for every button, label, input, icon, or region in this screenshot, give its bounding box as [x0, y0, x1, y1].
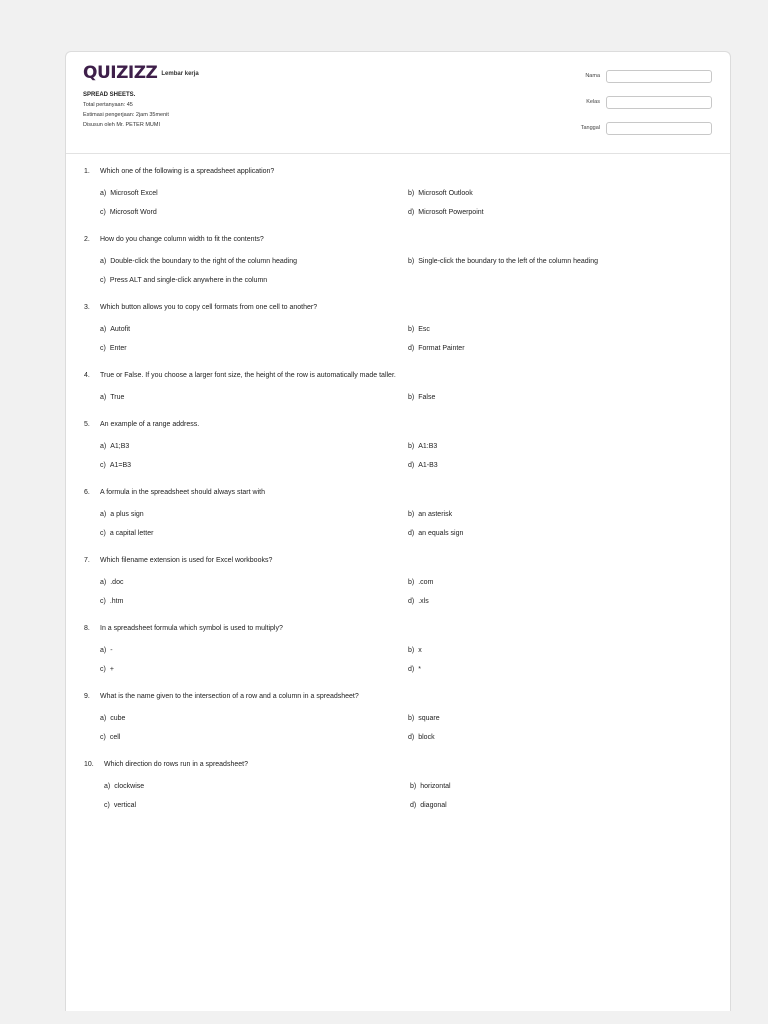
question-prompt: Which direction do rows run in a spreadsheet?	[104, 761, 248, 768]
answer-option	[100, 529, 408, 538]
option-letter: c)	[104, 802, 110, 809]
answer-option	[100, 189, 408, 198]
question-number: 2.	[84, 236, 90, 243]
option-letter: a)	[100, 190, 107, 197]
date-field-row	[581, 120, 712, 136]
option-letter: a)	[100, 443, 107, 450]
question-6	[84, 488, 714, 538]
option-letter: d)	[408, 345, 415, 352]
date-label: Tanggal	[580, 125, 600, 131]
brand	[83, 64, 199, 82]
option-text: +	[109, 666, 114, 673]
question-number: 10.	[84, 761, 94, 768]
option-text: Microsoft Powerpoint	[418, 209, 484, 216]
answer-options	[100, 714, 714, 742]
option-text: A1=B3	[109, 462, 132, 469]
option-letter: a)	[104, 783, 111, 790]
answer-option	[100, 461, 408, 470]
question-list	[84, 167, 714, 828]
total-questions: Total pertanyaan: 45	[83, 102, 133, 108]
question-text	[84, 556, 714, 566]
name-field-row	[581, 68, 712, 84]
question-1	[84, 167, 714, 217]
option-text: cube	[110, 715, 126, 722]
answer-option	[410, 782, 714, 791]
answer-options	[100, 189, 714, 217]
option-text: Format Painter	[418, 345, 465, 352]
question-number: 8.	[84, 625, 90, 632]
option-letter: a)	[100, 715, 107, 722]
answer-option	[100, 665, 408, 674]
question-prompt: A formula in the spreadsheet should always start with	[100, 489, 265, 496]
option-text: A1-B3	[418, 462, 438, 469]
option-letter: b)	[410, 783, 417, 790]
question-text	[84, 420, 714, 430]
answer-option	[104, 801, 410, 810]
option-text: block	[418, 734, 435, 741]
option-letter: d)	[408, 666, 415, 673]
option-letter: c)	[100, 734, 106, 741]
answer-option	[410, 801, 714, 810]
question-number: 1.	[84, 168, 90, 175]
question-text	[84, 760, 714, 770]
answer-option	[100, 646, 408, 655]
option-letter: b)	[408, 579, 415, 586]
question-number: 3.	[84, 304, 90, 311]
option-text: Double-click the boundary to the right of the column heading	[110, 258, 298, 265]
option-letter: b)	[408, 190, 415, 197]
question-7	[84, 556, 714, 606]
option-text: Microsoft Outlook	[418, 190, 473, 197]
option-text: .doc	[110, 579, 124, 586]
answer-option	[408, 442, 730, 451]
question-text	[84, 303, 714, 313]
name-label: Nama	[585, 73, 600, 79]
option-letter: d)	[408, 530, 415, 537]
question-number: 4.	[84, 372, 90, 379]
class-label: Kelas	[586, 99, 600, 105]
option-text: Autofit	[110, 326, 131, 333]
worksheet-title: SPREAD SHEETS.	[83, 92, 136, 98]
option-text: horizontal	[420, 783, 451, 790]
option-text: Single-click the boundary to the left of the column heading	[418, 258, 599, 265]
question-3	[84, 303, 714, 353]
option-text: clockwise	[114, 783, 145, 790]
question-text	[84, 624, 714, 634]
answer-options	[100, 257, 714, 285]
quizizz-logo: QUIZIZZ	[83, 63, 158, 83]
question-10	[84, 760, 714, 810]
question-prompt: How do you change column width to fit the contents?	[100, 236, 264, 243]
question-text	[84, 235, 714, 245]
option-letter: a)	[100, 258, 107, 265]
answer-option	[100, 578, 408, 587]
answer-option	[408, 189, 730, 198]
option-letter: d)	[408, 598, 415, 605]
option-letter: a)	[100, 326, 107, 333]
option-text: Enter	[109, 345, 127, 352]
question-text	[84, 371, 714, 381]
answer-option	[408, 665, 730, 674]
option-letter: b)	[408, 647, 415, 654]
date-field[interactable]	[606, 122, 712, 135]
option-text: Microsoft Excel	[110, 190, 158, 197]
question-number: 6.	[84, 489, 90, 496]
option-text: Microsoft Word	[109, 209, 157, 216]
answer-option	[408, 597, 730, 606]
option-letter: b)	[408, 511, 415, 518]
question-number: 7.	[84, 557, 90, 564]
question-prompt: What is the name given to the intersection of a row and a column in a spreadsheet?	[100, 693, 359, 700]
question-prompt: An example of a range address.	[100, 421, 200, 428]
question-9	[84, 692, 714, 742]
option-text: True	[110, 394, 125, 401]
answer-option	[100, 442, 408, 451]
answer-option	[408, 461, 730, 470]
option-text: cell	[109, 734, 121, 741]
option-letter: d)	[408, 734, 415, 741]
option-letter: c)	[100, 209, 106, 216]
option-letter: a)	[100, 394, 107, 401]
answer-option	[408, 646, 730, 655]
option-text: diagonal	[420, 802, 447, 809]
answer-option	[408, 714, 730, 723]
option-text: Esc	[418, 326, 430, 333]
answer-options	[100, 510, 714, 538]
author: Disusun oleh Mr. PETER MUMI	[83, 122, 161, 128]
option-text: *	[418, 666, 421, 673]
answer-option	[408, 344, 730, 353]
option-letter: b)	[408, 715, 415, 722]
option-text: A1;B3	[110, 443, 130, 450]
student-fields	[581, 68, 712, 146]
answer-option	[100, 393, 408, 402]
question-prompt: True or False. If you choose a larger font size, the height of the row is automatically made taller.	[100, 372, 396, 379]
option-letter: a)	[100, 579, 107, 586]
option-text: vertical	[113, 802, 137, 809]
question-text	[84, 488, 714, 498]
option-text: Press ALT and single-click anywhere in the column	[109, 277, 268, 284]
option-text: a capital letter	[109, 530, 154, 537]
answer-option	[408, 208, 730, 217]
answer-option	[408, 393, 730, 402]
option-letter: d)	[408, 209, 415, 216]
answer-option	[100, 597, 408, 606]
answer-option	[408, 733, 730, 742]
question-2	[84, 235, 714, 285]
option-letter: c)	[100, 277, 106, 284]
option-letter: d)	[410, 802, 417, 809]
answer-option	[104, 782, 410, 791]
option-letter: c)	[100, 345, 106, 352]
option-letter: a)	[100, 511, 107, 518]
answer-options	[100, 325, 714, 353]
answer-option	[100, 325, 408, 334]
option-letter: b)	[408, 394, 415, 401]
answer-options	[104, 782, 714, 810]
option-letter: d)	[408, 462, 415, 469]
answer-option	[100, 733, 408, 742]
answer-option	[408, 529, 730, 538]
option-text: a plus sign	[110, 511, 144, 518]
question-4	[84, 371, 714, 402]
question-text	[84, 167, 714, 177]
option-letter: b)	[408, 443, 415, 450]
worksheet-page	[65, 51, 731, 1011]
time-estimate: Estimasi pengerjaan: 2jam 35menit	[83, 112, 169, 118]
answer-option	[408, 510, 730, 519]
question-text	[84, 692, 714, 702]
question-prompt: Which button allows you to copy cell formats from one cell to another?	[100, 304, 318, 311]
option-letter: b)	[408, 258, 415, 265]
option-text: square	[418, 715, 440, 722]
worksheet-label: Lembar kerja	[161, 71, 199, 77]
option-text: A1:B3	[418, 443, 438, 450]
worksheet-header	[66, 52, 730, 154]
answer-options	[100, 578, 714, 606]
answer-option	[100, 276, 408, 285]
option-text: .htm	[109, 598, 124, 605]
option-text: an asterisk	[418, 511, 453, 518]
option-letter: b)	[408, 326, 415, 333]
answer-options	[100, 442, 714, 470]
answer-option	[100, 344, 408, 353]
question-8	[84, 624, 714, 674]
option-letter: c)	[100, 530, 106, 537]
answer-options	[100, 646, 714, 674]
answer-option	[100, 510, 408, 519]
class-field-row	[581, 94, 712, 110]
question-5	[84, 420, 714, 470]
option-text: .com	[418, 579, 434, 586]
answer-option	[408, 325, 730, 334]
name-field[interactable]	[606, 70, 712, 83]
question-prompt: Which filename extension is used for Excel workbooks?	[100, 557, 273, 564]
answer-option	[408, 578, 730, 587]
class-field[interactable]	[606, 96, 712, 109]
option-text: an equals sign	[418, 530, 464, 537]
question-number: 5.	[84, 421, 90, 428]
option-text: -	[110, 647, 113, 654]
option-letter: c)	[100, 598, 106, 605]
answer-option	[100, 257, 408, 266]
answer-option	[100, 714, 408, 723]
question-prompt: Which one of the following is a spreadsheet application?	[100, 168, 275, 175]
option-letter: a)	[100, 647, 107, 654]
option-letter: c)	[100, 462, 106, 469]
answer-option	[408, 257, 730, 266]
worksheet-meta	[83, 90, 169, 130]
option-letter: c)	[100, 666, 106, 673]
answer-option	[100, 208, 408, 217]
option-text: x	[418, 647, 422, 654]
option-text: .xls	[418, 598, 429, 605]
answer-options	[100, 393, 714, 402]
option-text: False	[418, 394, 436, 401]
question-number: 9.	[84, 693, 90, 700]
question-prompt: In a spreadsheet formula which symbol is used to multiply?	[100, 625, 283, 632]
